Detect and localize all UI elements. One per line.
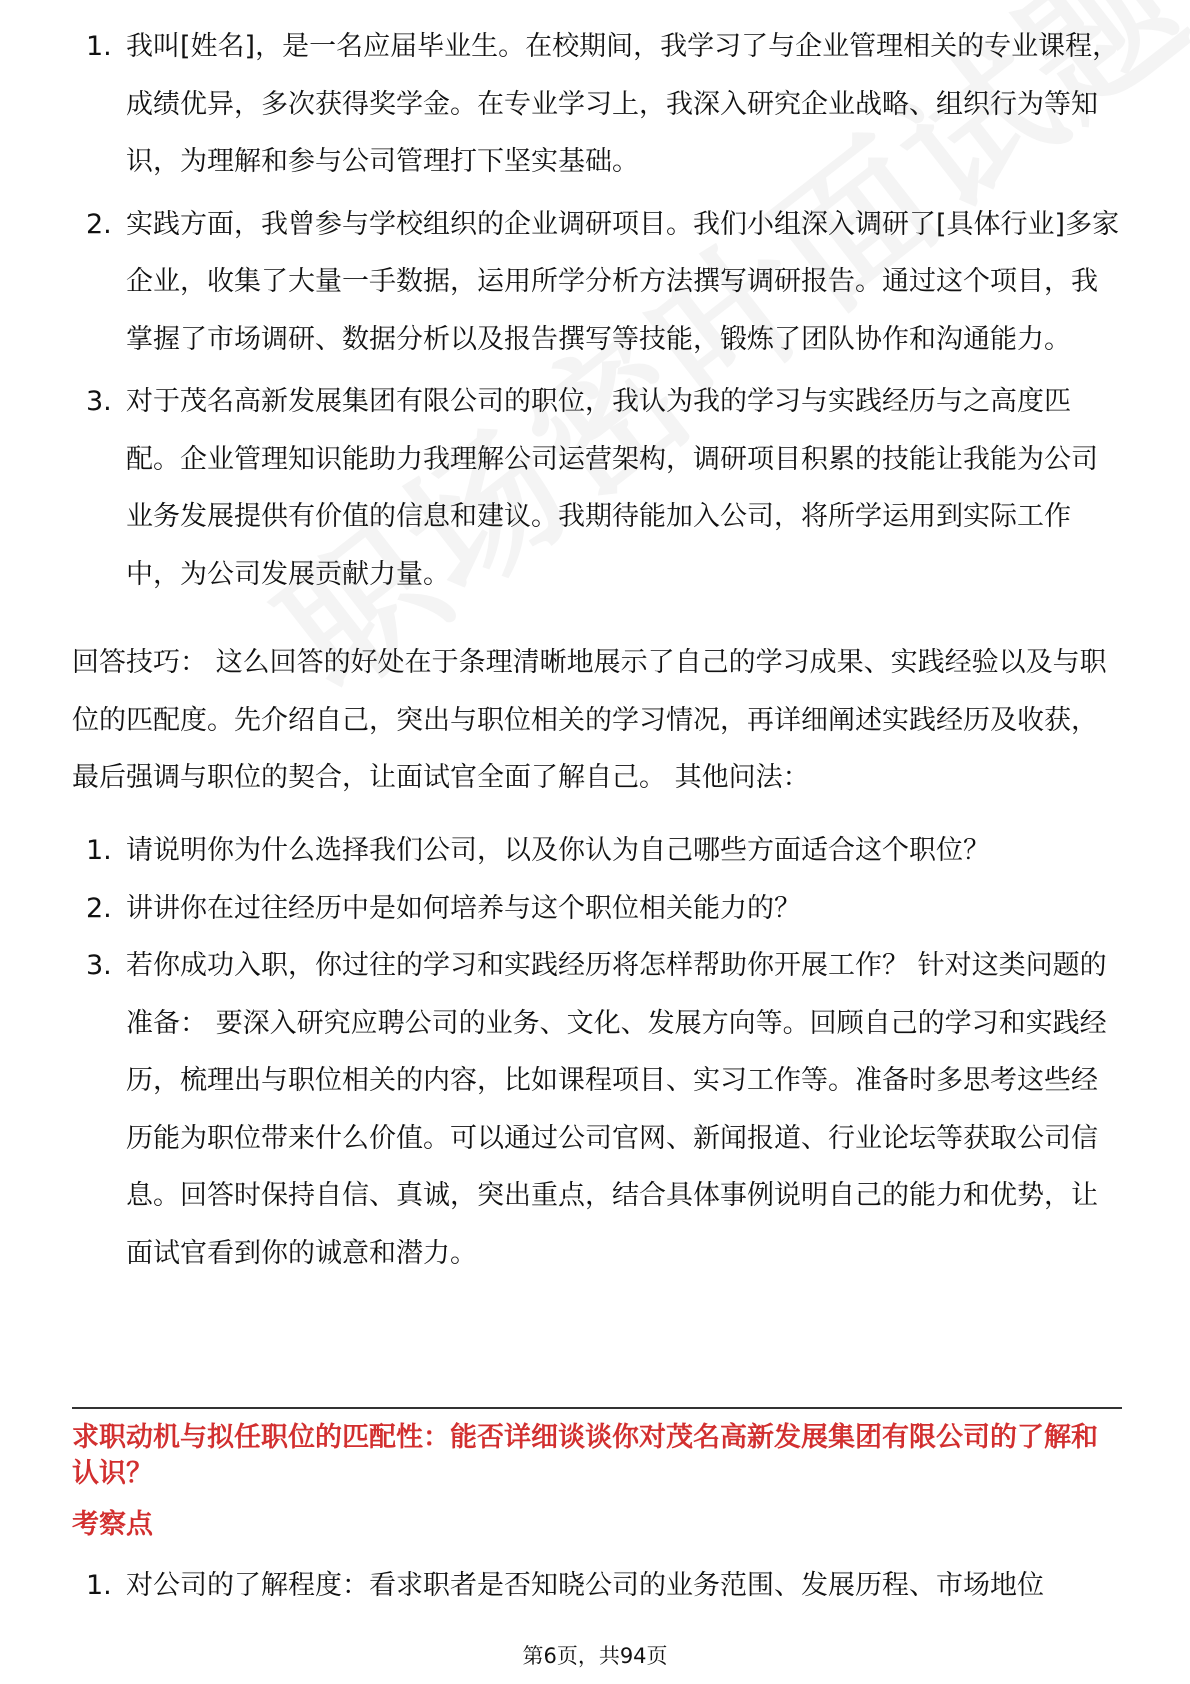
list-item [72, 937, 1122, 1282]
other-questions-list [72, 822, 1122, 1282]
list-item-number: 1. [86, 1570, 112, 1601]
list-item [72, 373, 1122, 603]
list-item [72, 18, 1122, 191]
list-item [72, 1557, 1122, 1615]
list-item [72, 196, 1122, 369]
list-item-text: 讲讲你在过往经历中是如何培养与这个职位相关能力的？ [126, 892, 801, 924]
list-item-number: 3. [86, 386, 112, 417]
section-label: 考察点 [72, 1509, 153, 1540]
list-item [72, 822, 1122, 880]
list-item-text: 若你成功入职，你过往的学习和实践经历将怎样帮助你开展工作？ 针对这类问题的准备： 要深入研究应聘公司的业务、文化、发展方向等。回顾自己的学习和实践经历，梳理出与职位相关的内容，比如课程项目、实习工作等。准备时多思考这些经历能为职位带来什么价值。可以通过公司官网、新闻报道、行业论坛等获取公司信息。回答时保持自信、真诚，突出重点，结合具体事例说明自己的能力和优势，让面试官看到你的诚意和潜力。 [126, 950, 1107, 1269]
question-heading: 求职动机与拟任职位的匹配性：能否详细谈谈你对茂名高新发展集团有限公司的了解和认识？ [72, 1422, 1098, 1489]
list-item-text: 我叫[姓名]，是一名应届毕业生。在校期间，我学习了与企业管理相关的专业课程，成绩优异，多次获得奖学金。在专业学习上，我深入研究企业战略、组织行为等知识，为理解和参与公司管理打下坚实基础。 [126, 31, 1120, 177]
list-item-text: 对于茂名高新发展集团有限公司的职位，我认为我的学习与实践经历与之高度匹配。企业管理知识能助力我理解公司运营架构，调研项目积累的技能让我能为公司业务发展提供有价值的信息和建议。我期待能加入公司，将所学运用到实际工作中，为公司发展贡献力量。 [126, 386, 1098, 590]
list-item-number: 2. [86, 892, 112, 924]
list-item-number: 2. [86, 208, 112, 240]
list-item-text: 请说明你为什么选择我们公司，以及你认为自己哪些方面适合这个职位？ [126, 835, 990, 866]
list-item-text: 对公司的了解程度：看求职者是否知晓公司的业务范围、发展历程、市场地位 [126, 1570, 1044, 1601]
tips-paragraph: 回答技巧： 这么回答的好处在于条理清晰地展示了自己的学习成果、实践经验以及与职位的匹配度。先介绍自己，突出与职位相关的学习情况，再详细阐述实践经历及收获，最后强调与职位的契合，让面试官全面了解自己。 其他问法： [72, 647, 1107, 793]
page-footer: 第6页，共94页 [522, 1644, 668, 1668]
assessment-points-list [72, 1557, 1122, 1615]
answer-list [72, 18, 1122, 603]
list-item-number: 1. [86, 31, 112, 62]
section-divider [72, 1407, 1122, 1409]
list-item [72, 880, 1122, 938]
list-item-number: 1. [86, 835, 112, 866]
list-item-number: 3. [86, 950, 112, 981]
list-item-text: 实践方面，我曾参与学校组织的企业调研项目。我们小组深入调研了[具体行业]多家企业，收集了大量一手数据，运用所学分析方法撰写调研报告。通过这个项目，我掌握了市场调研、数据分析以及报告撰写等技能，锻炼了团队协作和沟通能力。 [126, 208, 1120, 355]
